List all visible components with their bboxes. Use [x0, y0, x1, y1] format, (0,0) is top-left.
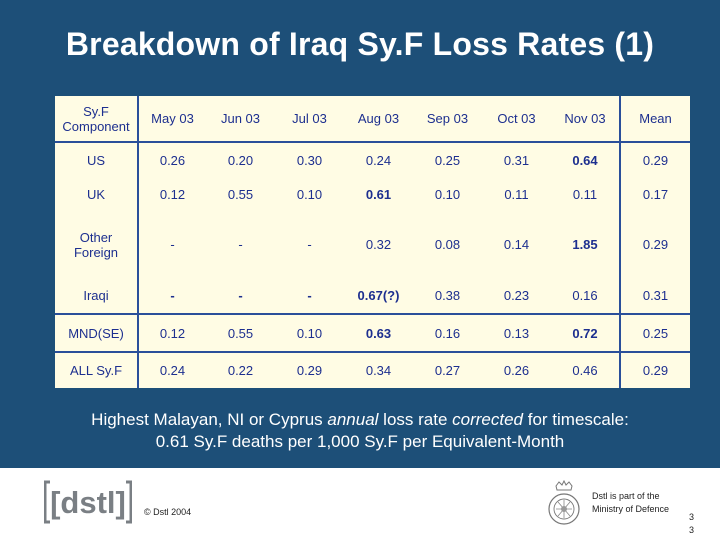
mod-notice [592, 490, 669, 516]
column-header: Aug 03 [344, 96, 413, 142]
page-number-line1: 3 [689, 512, 695, 522]
dstl-logo-text: [dstl] [50, 485, 126, 520]
caption-line1 [0, 409, 720, 431]
table-cell: 0.11 [551, 178, 620, 212]
page-number-line2: 3 [689, 525, 695, 535]
table-cell-mean: 0.29 [642, 237, 669, 253]
table-cell: - [275, 278, 344, 314]
row-label-line2: Foreign [73, 244, 119, 260]
caption [0, 409, 720, 453]
table-cell: 0.26 [503, 363, 530, 379]
row-label [55, 211, 138, 278]
corner-header-line1: Sy.F [83, 103, 109, 119]
table-row [55, 142, 690, 178]
table-cell: - [307, 237, 312, 253]
mod-notice-line1: Dstl is part of the [592, 491, 660, 501]
column-header-mean: Mean [620, 96, 690, 142]
table-cell: 0.20 [227, 152, 254, 168]
mod-crest-icon [545, 480, 583, 533]
copyright: © Dstl 2004 [144, 507, 192, 517]
mod-notice-line2: Ministry of Defence [592, 504, 670, 514]
table-cell: 0.12 [159, 187, 186, 203]
table-cell: 0.55 [206, 314, 275, 352]
page-number [689, 511, 694, 537]
row-label: Iraqi [55, 278, 138, 314]
caption-text: Highest Malayan, NI or Cyprus [91, 410, 328, 429]
corner-header [55, 96, 138, 142]
table-cell: 0.10 [275, 314, 344, 352]
table-cell: 0.26 [159, 152, 186, 168]
table-cell: 0.16 [413, 314, 482, 352]
table-cell: 0.27 [434, 363, 461, 379]
table-cell-mean: 0.29 [642, 363, 669, 379]
table-cell: 0.25 [434, 152, 461, 168]
table-cell: 0.24 [365, 152, 392, 168]
table-cell: 0.34 [365, 363, 392, 379]
caption-italic: corrected [452, 410, 524, 429]
caption-text: loss rate [378, 410, 453, 429]
row-label: US [55, 142, 138, 178]
table-row [55, 278, 690, 314]
loss-rate-table [55, 96, 690, 388]
table-cell: 0.14 [503, 237, 530, 253]
table-cell: 0.63 [344, 314, 413, 352]
column-header: May 03 [138, 96, 206, 142]
row-label: UK [55, 178, 138, 212]
table-row [55, 314, 690, 352]
table-cell-mean: 0.17 [642, 187, 669, 203]
table-row [55, 211, 690, 278]
table-cell-mean: 0.31 [620, 278, 690, 314]
table-cell: 0.55 [227, 187, 254, 203]
slide-title: Breakdown of Iraq Sy.F Loss Rates (1) [65, 26, 655, 62]
table-cell: 0.72 [551, 314, 620, 352]
table-row [55, 178, 690, 212]
column-header: Sep 03 [413, 96, 482, 142]
column-header: Oct 03 [482, 96, 551, 142]
table-cell: 0.29 [296, 363, 323, 379]
table-cell: 0.22 [227, 363, 254, 379]
table-cell: 0.10 [296, 187, 323, 203]
caption-line2: 0.61 Sy.F deaths per 1,000 Sy.F per Equivalent-Month [155, 432, 565, 451]
table-cell: 0.08 [434, 237, 461, 253]
table-cell-mean: 0.25 [620, 314, 690, 352]
caption-italic: annual [327, 410, 379, 429]
column-header: Jul 03 [275, 96, 344, 142]
table-cell: - [206, 278, 275, 314]
table-cell: 0.64 [551, 142, 620, 178]
table-cell: 0.30 [296, 152, 323, 168]
table-cell: 1.85 [551, 211, 620, 278]
row-label: ALL Sy.F [55, 352, 138, 388]
table-cell: 0.16 [551, 278, 620, 314]
table-cell: 0.61 [365, 187, 392, 203]
column-header: Jun 03 [206, 96, 275, 142]
table-cell: 0.12 [138, 314, 206, 352]
table-cell: 0.13 [482, 314, 551, 352]
table-cell: 0.11 [504, 187, 529, 203]
row-label-line1: Other [79, 229, 113, 245]
table-cell: 0.46 [551, 352, 620, 388]
table-cell: - [238, 237, 243, 253]
table-cell: 0.32 [365, 237, 392, 253]
table-cell: 0.38 [413, 278, 482, 314]
row-label: MND(SE) [55, 314, 138, 352]
table-cell: - [138, 278, 206, 314]
header-row [55, 96, 690, 142]
table-cell-mean: 0.29 [642, 152, 669, 168]
table-cell: 0.31 [503, 152, 530, 168]
table-cell: - [170, 237, 175, 253]
table-row [55, 352, 690, 388]
table-cell: 0.23 [482, 278, 551, 314]
column-header: Nov 03 [551, 96, 620, 142]
table-cell: 0.67(?) [344, 278, 413, 314]
table-cell: 0.10 [434, 187, 461, 203]
dstl-logo [44, 479, 132, 530]
caption-text: for timescale: [523, 410, 629, 429]
table-cell: 0.24 [159, 363, 186, 379]
corner-header-line2: Component [62, 118, 130, 134]
